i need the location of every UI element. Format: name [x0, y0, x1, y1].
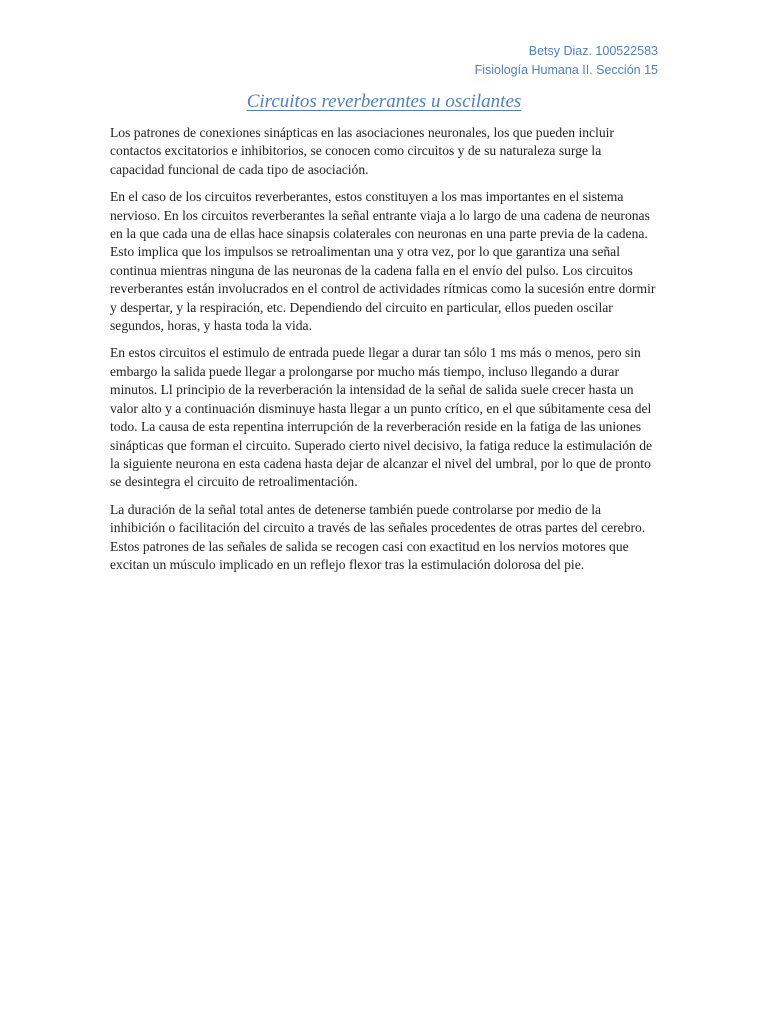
paragraph: En el caso de los circuitos reverberantes, estos constituyen a los mas importantes en el sistema nervioso. En los circuitos reverberantes la señal entrante viaja a lo largo de una cadena de neuronas en la que cada una de ellas hace sinapsis colaterales con neuronas en una parte previa de la cadena. Esto implica que los impulsos se retroalimentan una y otra vez, por lo que garantiza una señal continua mientras ninguna de las neuronas de la cadena falla en el envío del pulso. Los circuitos reverberantes están involucrados en el control de actividades rítmicas como la sucesión entre dormir y despertar, y la respiración, etc. Dependiendo del circuito en particular, ellos pueden oscilar segundos, horas, y hasta toda la vida. [110, 189, 656, 334]
document-body [110, 124, 658, 583]
paragraph: Los patrones de conexiones sinápticas en las asociaciones neuronales, los que pueden incluir contactos excitatorios e inhibitorios, se conocen como circuitos y de su naturaleza surge la capacidad funcional de cada tipo de asociación. [110, 125, 614, 177]
paragraph: En estos circuitos el estimulo de entrada puede llegar a durar tan sólo 1 ms más o menos, pero sin embargo la salida puede llegar a prolongarse por mucho más tiempo, incluso llegando a durar minutos. Ll principio de la reverberación la intensidad de la señal de salida suele crecer hasta un valor alto y a continuación disminuye hasta llegar a un punto crítico, en el que súbitamente cesa del todo. La causa de esta repentina interrupción de la reverberación reside en la fatiga de las uniones sinápticas que forman el circuito. Superado cierto nivel decisivo, la fatiga reduce la estimulación de la siguiente neurona en esta cadena hasta dejar de alcanzar el nivel del umbral, por lo que de pronto se desintegra el circuito de retroalimentación. [110, 345, 653, 490]
paragraph: La duración de la señal total antes de detenerse también puede controlarse por medio de la inhibición o facilitación del circuito a través de las señales procedentes de otras partes del cerebro. Estos patrones de las señales de salida se recogen casi con exactitud en los nervios motores que excitan un músculo implicado en un reflejo flexor tras la estimulación dolorosa del pie. [110, 501, 646, 572]
document-title: Circuitos reverberantes u oscilantes [246, 91, 522, 112]
course-line: Fisiología Humana II. Sección 15 [474, 63, 658, 77]
page-header [475, 42, 658, 80]
author-line: Betsy Diaz. 100522583 [528, 44, 658, 58]
